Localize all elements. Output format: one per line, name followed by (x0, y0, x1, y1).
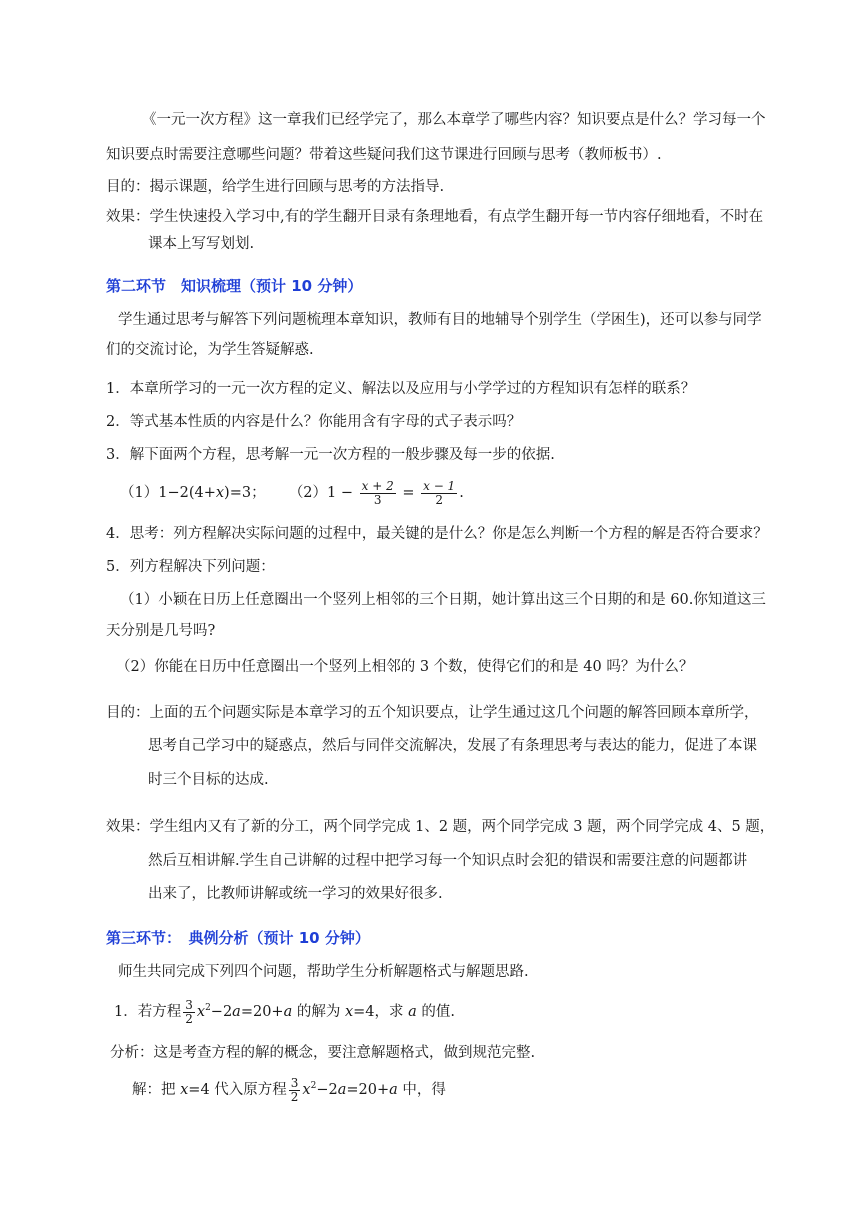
example-1-part-a: 1．若方程 (114, 1004, 182, 1020)
section-2-purpose-line-2: 思考自己学习中的疑惑点，然后与同伴交流解决，发展了有条理思考与表达的能力，促进了本课 (148, 738, 757, 754)
section-2-paragraph-line-1: 学生通过思考与解答下列问题梳理本章知识，教师有目的地辅导个别学生（学困生)，还可以参与同学 (118, 312, 762, 328)
intro-paragraph-line-2: 知识要点时需要注意哪些问题？带着这些疑问我们这节课进行回顾与思考（教师板书）. (106, 147, 662, 163)
intro-paragraph-line-1: 《一元一次方程》这一章我们已经学完了，那么本章学了哪些内容？知识要点是什么？学习每一个 (142, 112, 766, 128)
question-1: 1．本章所学习的一元一次方程的定义、解法以及应用与小学学过的方程知识有怎样的联系？ (106, 381, 696, 397)
equation-2-fraction-1-numerator: x + 2 (361, 478, 394, 493)
section-2-purpose-line-1: 目的：上面的五个问题实际是本章学习的五个知识要点，让学生通过这几个问题的解答回顾本章所学， (106, 705, 759, 721)
example-1-exponent: 2 (205, 1003, 211, 1014)
question-5: 5．列方程解决下列问题： (106, 559, 275, 575)
equations-line (120, 478, 464, 508)
section-2-paragraph-line-2: 们的交流讨论，为学生答疑解惑. (106, 342, 314, 358)
example-1-fraction (183, 999, 195, 1026)
example-1-a-2: a (283, 1004, 293, 1020)
question-5-2: （2）你能在日历中任意圈出一个竖列上相邻的 3 个数，使得它们的和是 40 吗？为什么？ (116, 659, 694, 675)
example-1-part-c: =20+ (240, 1004, 284, 1020)
example-1-part-e: =4，求 (353, 1004, 409, 1020)
example-1-fraction-denominator: 2 (185, 1011, 193, 1026)
example-1-part-b: −2 (210, 1004, 233, 1020)
solution-fraction-denominator: 2 (290, 1089, 299, 1104)
question-3: 3．解下面两个方程，思考解一元一次方程的一般步骤及每一步的依据. (106, 447, 555, 463)
example-1 (114, 995, 455, 1029)
solution (132, 1073, 446, 1107)
solution-part-a: 解：把 (132, 1082, 181, 1098)
solution-x-2: x (302, 1082, 311, 1098)
section-2-heading: 第二环节 知识梳理（预计 10 分钟） (106, 277, 363, 295)
equation-2-equals: = (402, 485, 415, 501)
solution-part-d: =20+ (346, 1082, 390, 1098)
equation-1-part-b: )=3； (224, 485, 266, 501)
solution-exponent: 2 (310, 1081, 317, 1092)
equation-2-fraction-1-denominator: 3 (373, 492, 382, 507)
solution-a-2: a (389, 1082, 398, 1098)
equation-2-fraction-2 (421, 480, 457, 507)
example-1-x-2: x (344, 1004, 354, 1020)
solution-fraction-numerator: 3 (290, 1075, 299, 1090)
intro-effect-line-1: 效果：学生快速投入学习中,有的学生翻开目录有条理地看，有点学生翻开每一节内容仔细地看，不时在 (106, 209, 764, 225)
solution-x: x (180, 1082, 189, 1098)
equation-2-fraction-2-numerator: x − 1 (423, 478, 456, 493)
solution-a-1: a (337, 1082, 347, 1098)
section-2-effect-line-3: 出来了，比教师讲解或统一学习的效果好很多. (148, 886, 443, 902)
example-1-a-1: a (232, 1004, 241, 1020)
intro-effect-line-2: 课本上写写划划. (148, 236, 255, 252)
equation-2-end: . (459, 485, 464, 501)
example-1-a-3: a (408, 1004, 417, 1020)
analysis: 分析：这是考查方程的解的概念，要注意解题格式，做到规范完整. (110, 1045, 536, 1061)
section-3-heading: 第三环节： 典例分析（预计 10 分钟） (106, 929, 370, 947)
example-1-part-f: 的值. (416, 1004, 455, 1020)
question-2: 2．等式基本性质的内容是什么？你能用含有字母的式子表示吗？ (106, 414, 522, 430)
example-1-x: x (196, 1004, 206, 1020)
equation-1-part-a: （1）1−2(4+ (120, 485, 216, 501)
solution-part-b: =4 代入原方程 (188, 1082, 287, 1098)
equation-2-fraction-2-denominator: 2 (435, 492, 443, 507)
question-5-1-line-1: （1）小颖在日历上任意圈出一个竖列上相邻的三个日期，她计算出这三个日期的和是 60.你知道这三 (120, 592, 766, 608)
section-2-purpose-line-3: 时三个目标的达成. (148, 772, 269, 788)
section-2-effect-line-1: 效果：学生组内又有了新的分工，两个同学完成 1、2 题，两个同学完成 3 题，两个同学完成 4、5 题， (106, 819, 775, 835)
intro-purpose: 目的：揭示课题，给学生进行回顾与思考的方法指导. (106, 179, 445, 195)
solution-fraction (289, 1077, 301, 1104)
question-4: 4．思考：列方程解决实际问题的过程中，最关键的是什么？你是怎么判断一个方程的解是否符合要求？ (106, 526, 768, 542)
example-1-part-d: 的解为 (292, 1004, 345, 1020)
equation-2-fraction-1 (360, 480, 396, 507)
equation-2-label: （2）1 − (288, 485, 354, 501)
section-2-effect-line-2: 然后互相讲解.学生自己讲解的过程中把学习每一个知识点时会犯的错误和需要注意的问题都讲 (148, 853, 748, 869)
solution-part-e: 中，得 (397, 1082, 446, 1098)
section-3-paragraph: 师生共同完成下列四个问题，帮助学生分析解题格式与解题思路. (118, 964, 529, 980)
solution-part-c: −2 (316, 1082, 338, 1098)
example-1-fraction-numerator: 3 (185, 997, 193, 1012)
equation-1-variable: x (215, 485, 225, 501)
question-5-1-line-2: 天分别是几号吗? (106, 623, 216, 639)
